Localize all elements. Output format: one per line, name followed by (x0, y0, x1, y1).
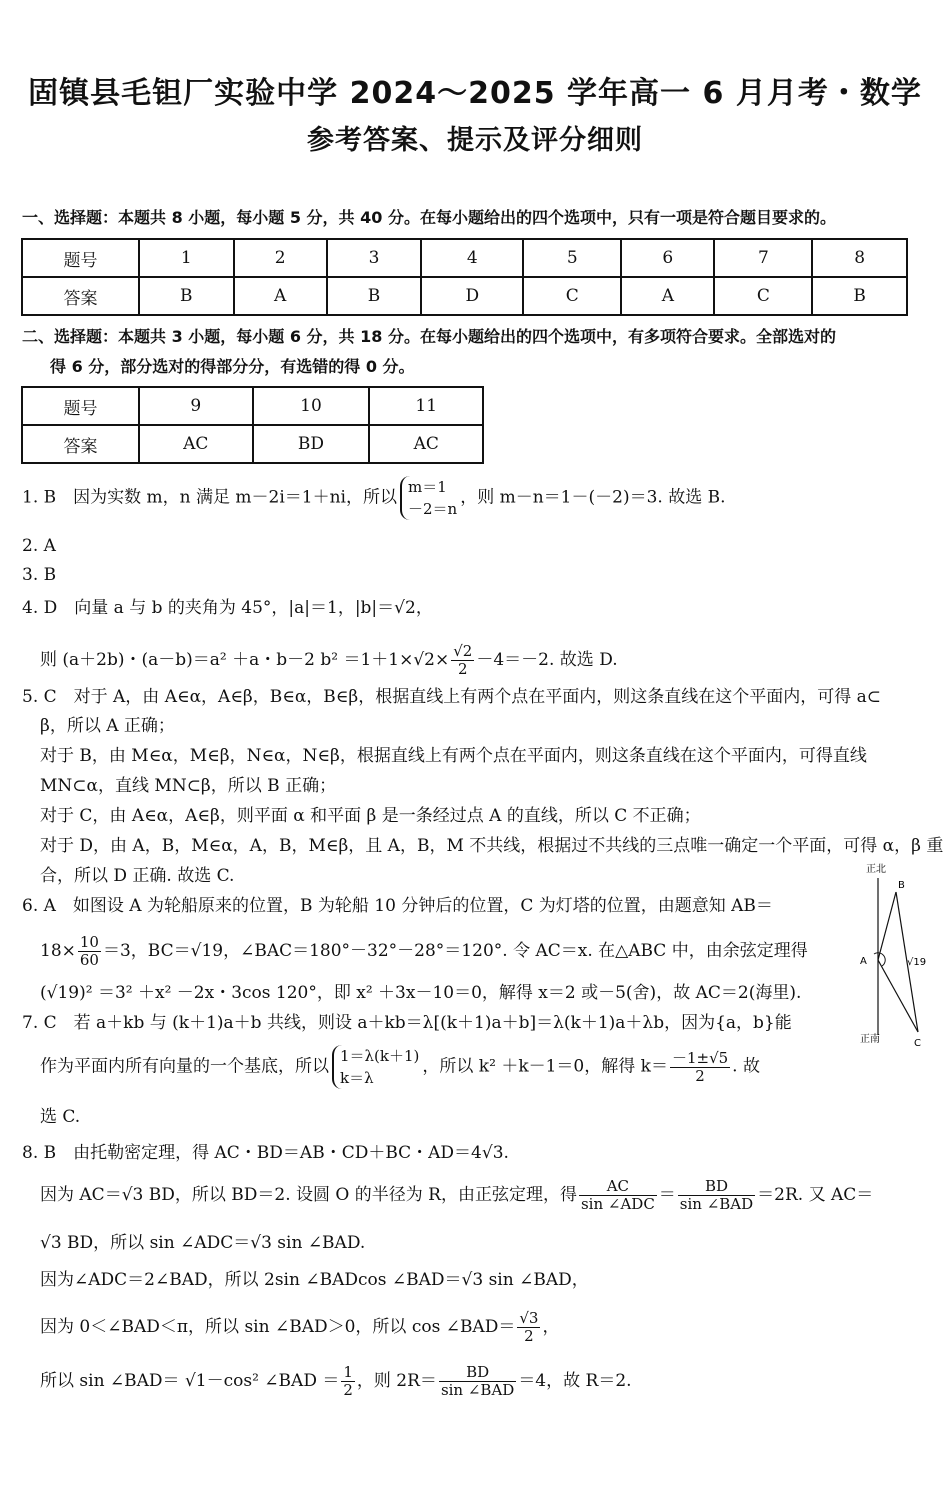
solution-7-line3: 选 C. (40, 1107, 81, 1127)
fraction (439, 1364, 516, 1399)
solution-5-line1: 5. C 对于 A，由 A∈α，A∈β，B∈α，B∈β，根据直线上有两个点在平面内，则这条直线在这个平面内，可得 a⊂ (22, 687, 881, 707)
question-number: 5 (523, 239, 621, 277)
section2-heading: 二、选择题：本题共 3 小题，每小题 6 分，共 18 分。在每小题给出的四个选项中，有多项符合要求。全部选对的 (22, 327, 836, 346)
solution-text: ，所以 k² ＋k－1＝0，解得 k＝ (422, 1056, 668, 1077)
denominator: 2 (343, 1381, 353, 1399)
solution-8-line1: 8. B 由托勒密定理，得 AC・BD＝AB・CD＋BC・AD＝4√3. (22, 1143, 509, 1163)
equation-system (332, 1045, 419, 1089)
solution-5-line6: 对于 D，由 A，B，M∈α，A，B，M∈β，且 A，B，M 不共线，根据过不共线的三点唯一确定一个平面，可得 α，β 重 (40, 836, 944, 856)
solution-6-line1: 6. A 如图设 A 为轮船原来的位置，B 为轮船 10 分钟后的位置，C 为灯塔的位置，由题意知 AB＝ (22, 896, 773, 916)
answer-cell: B (812, 277, 907, 315)
solution-text: ＝ (658, 1185, 676, 1205)
solution-text: 则 (a＋2b)・(a－b)＝a² ＋a・b－2 b² ＝1＋1×√2× (40, 650, 450, 670)
bc-length-label: √19 (907, 957, 927, 968)
point-b-label: B (898, 880, 905, 891)
solution-text: 因为 AC＝√3 BD，所以 BD＝2. 设圆 O 的半径为 R，由正弦定理，得 (40, 1185, 577, 1205)
numerator: √3 (519, 1309, 539, 1327)
denominator: 2 (458, 660, 468, 678)
solution-6-line2 (40, 934, 808, 969)
table-row (22, 387, 483, 425)
fraction (670, 1050, 730, 1085)
solution-6-line3: (√19)² ＝3² ＋x² －2x・3cos 120°，即 x² ＋3x－10＝0，解得 x＝2 或－5(舍)，故 AC＝2(海里). (40, 983, 802, 1003)
answer-cell: B (327, 277, 422, 315)
row-label-answer: 答案 (22, 425, 139, 463)
page-title: 固镇县毛钽厂实验中学 2024～2025 学年高一 6 月月考・数学 (28, 76, 922, 111)
solution-text: ，则 m－n＝1－(－2)＝3. 故选 B. (460, 487, 726, 508)
solution-1 (22, 476, 726, 520)
equation-line: k＝λ (340, 1069, 374, 1087)
equation-line: －2＝n (407, 500, 458, 518)
solution-8-line4: 因为∠ADC＝2∠BAD，所以 2sin ∠BADcos ∠BAD＝√3 sin ∠BAD， (40, 1270, 589, 1290)
solution-text: 18× (40, 941, 76, 961)
numerator: 10 (79, 933, 99, 951)
solution-2: 2. A (22, 536, 56, 556)
question-number: 9 (139, 387, 253, 425)
numerator: √2 (453, 642, 473, 660)
answer-cell: C (714, 277, 812, 315)
answer-cell: C (523, 277, 621, 315)
solution-8-line6 (40, 1364, 632, 1399)
north-label: 正北 (866, 864, 886, 875)
row-label-question: 题号 (22, 387, 139, 425)
page-subtitle: 参考答案、提示及评分细则 (307, 125, 643, 156)
table-row (22, 239, 907, 277)
denominator: sin ∠BAD (679, 1195, 754, 1213)
section1-heading: 一、选择题：本题共 8 小题，每小题 5 分，共 40 分。在每小题给出的四个选项中，只有一项是符合题目要求的。 (22, 208, 836, 227)
denominator: 60 (79, 951, 99, 969)
question-number: 6 (621, 239, 714, 277)
answer-cell: BD (253, 425, 370, 463)
solution-8-line2 (40, 1178, 873, 1213)
solution-8-line5 (40, 1310, 559, 1345)
denominator: 2 (524, 1327, 534, 1345)
denominator: sin ∠ADC (580, 1195, 655, 1213)
solution-text: 所以 sin ∠BAD＝ √1－cos² ∠BAD ＝ (40, 1371, 340, 1391)
answer-cell: A (621, 277, 714, 315)
equation-system (400, 476, 457, 520)
solution-text: ＝2R. 又 AC＝ (757, 1185, 874, 1205)
question-number: 7 (714, 239, 812, 277)
solution-text: ， (542, 1317, 560, 1337)
numerator: AC (579, 1178, 657, 1196)
numerator: －1±√5 (671, 1048, 729, 1067)
solution-5-line4: MN⊂α，直线 MN⊂β，所以 B 正确； (40, 776, 337, 796)
question-number: 1 (139, 239, 234, 277)
equation-line: 1＝λ(k＋1) (340, 1047, 420, 1065)
section2-answer-table (21, 386, 484, 464)
ship-lighthouse-diagram (858, 860, 938, 1050)
section1-answer-table (21, 238, 908, 316)
fraction (341, 1364, 355, 1399)
answer-cell: AC (139, 425, 253, 463)
denominator: 2 (695, 1066, 705, 1085)
solution-text: －4＝－2. 故选 D. (476, 650, 618, 670)
solution-text: 作为平面内所有向量的一个基底，所以 (40, 1056, 329, 1077)
question-number: 4 (421, 239, 523, 277)
solution-text: ＝4，故 R＝2. (518, 1371, 632, 1391)
fraction (451, 643, 474, 678)
solution-5-line7: 合，所以 D 正确. 故选 C. (40, 866, 235, 886)
fraction (678, 1178, 755, 1213)
solution-5-line2: β，所以 A 正确； (40, 716, 175, 736)
solution-7-line1: 7. C 若 a＋kb 与 (k＋1)a＋b 共线，则设 a＋kb＝λ[(k＋1)a＋b]＝λ(k＋1)a＋λb，因为{a，b}能 (22, 1013, 792, 1033)
fraction (78, 934, 101, 969)
question-number: 10 (253, 387, 370, 425)
solution-4-line2 (40, 643, 618, 678)
numerator: BD (439, 1364, 516, 1382)
answer-cell: B (139, 277, 234, 315)
answer-cell: D (421, 277, 523, 315)
segment-ab (878, 892, 896, 960)
solution-text: . 故 (732, 1056, 760, 1077)
solution-3: 3. B (22, 565, 57, 585)
question-number: 2 (234, 239, 327, 277)
fraction (579, 1178, 657, 1213)
solution-text: ，则 2R＝ (356, 1371, 437, 1391)
solution-5-line3: 对于 B，由 M∈α，M∈β，N∈α，N∈β，根据直线上有两个点在平面内，则这条直线在这个平面内，可得直线 (40, 746, 867, 766)
table-row (22, 425, 483, 463)
numerator: 1 (343, 1363, 353, 1381)
point-a-label: A (860, 956, 867, 967)
denominator: sin ∠BAD (440, 1381, 515, 1399)
row-label-question: 题号 (22, 239, 139, 277)
answer-cell: AC (369, 425, 483, 463)
solution-8-line3: √3 BD，所以 sin ∠ADC＝√3 sin ∠BAD. (40, 1233, 366, 1253)
point-c-label: C (914, 1038, 921, 1049)
equation-line: m＝1 (407, 478, 447, 496)
question-number: 11 (369, 387, 483, 425)
solution-text: 因为 0＜∠BAD＜π，所以 sin ∠BAD＞0，所以 cos ∠BAD＝ (40, 1317, 516, 1337)
south-label: 正南 (860, 1034, 880, 1045)
answer-cell: A (234, 277, 327, 315)
question-number: 8 (812, 239, 907, 277)
numerator: BD (678, 1178, 755, 1196)
section2-heading-cont: 得 6 分，部分选对的得部分分，有选错的得 0 分。 (50, 357, 415, 376)
fraction (517, 1310, 540, 1345)
solution-text: 1. B 因为实数 m，n 满足 m－2i＝1＋ni，所以 (22, 487, 397, 508)
question-number: 3 (327, 239, 422, 277)
solution-text: ＝3，BC＝√19，∠BAC＝180°－32°－28°＝120°. 令 AC＝x. 在△ABC 中，由余弦定理得 (102, 941, 808, 961)
table-row (22, 277, 907, 315)
row-label-answer: 答案 (22, 277, 139, 315)
solution-4-line1: 4. D 向量 a 与 b 的夹角为 45°，|a|＝1，|b|＝√2， (22, 598, 433, 618)
solution-5-line5: 对于 C，由 A∈α，A∈β，则平面 α 和平面 β 是一条经过点 A 的直线，所以 C 不正确； (40, 806, 701, 826)
solution-7-line2 (40, 1045, 760, 1089)
